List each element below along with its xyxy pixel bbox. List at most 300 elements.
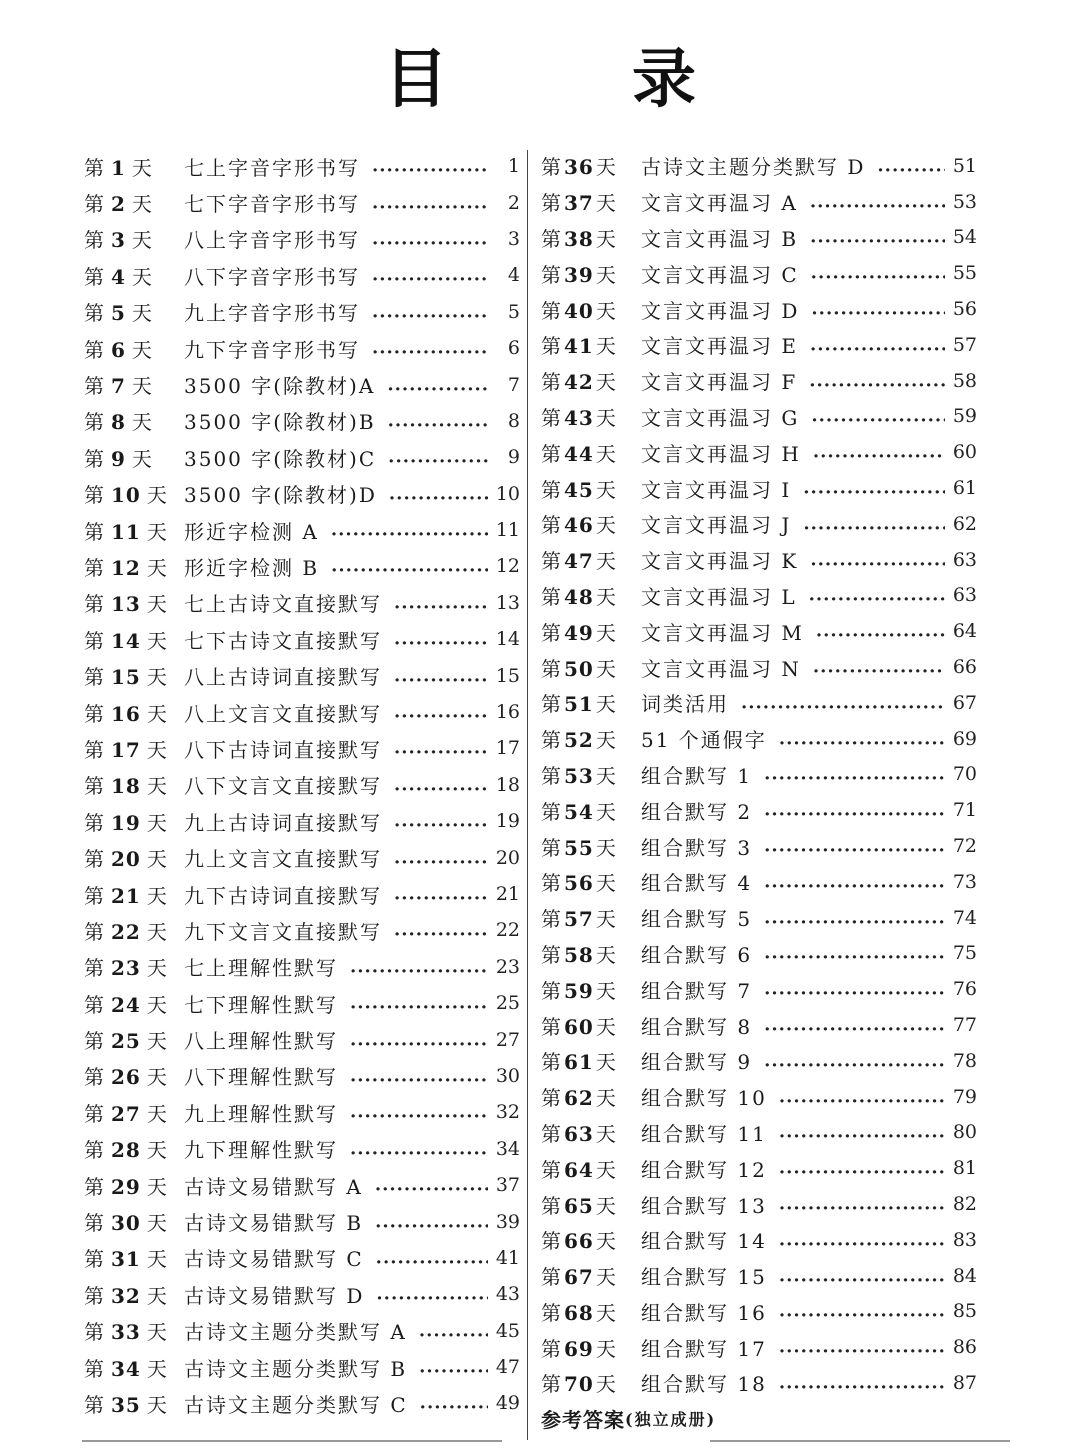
toc-entry[interactable]	[84, 184, 520, 220]
toc-entry-title: 七上字音字形书写	[184, 155, 360, 180]
toc-entry-title: 九下字音字形书写	[184, 337, 360, 362]
toc-entry[interactable]	[541, 1222, 977, 1258]
toc-entry[interactable]	[541, 828, 977, 864]
toc-entry[interactable]	[541, 649, 977, 685]
toc-entry-leader-dots	[764, 909, 945, 929]
toc-entry-title: 八上古诗词直接默写	[184, 665, 382, 690]
toc-entry-page-number: 70	[952, 763, 977, 786]
toc-entry[interactable]	[541, 1186, 977, 1222]
toc-entry-title: 文言文再温习 F	[641, 370, 798, 395]
toc-entry-title: 九下古诗词直接默写	[184, 883, 382, 908]
toc-entry-leader-dots	[394, 739, 488, 759]
toc-entry[interactable]	[84, 257, 520, 293]
toc-entry[interactable]	[541, 255, 977, 291]
toc-entry-leader-dots	[809, 372, 945, 392]
toc-entry-day: 第 11 天	[84, 519, 168, 544]
toc-entry-day: 第 62 天	[541, 1086, 617, 1111]
toc-entry-page-number: 19	[495, 810, 520, 833]
toc-entry[interactable]	[541, 792, 977, 828]
toc-entry[interactable]	[84, 621, 520, 657]
toc-entry-leader-dots	[394, 667, 488, 687]
toc-entry-title: 文言文再温习 I	[641, 477, 792, 502]
toc-entry[interactable]	[84, 803, 520, 839]
toc-entry-title: 形近字检测 A	[184, 519, 319, 544]
toc-entry-page-number: 75	[952, 942, 977, 965]
toc-entry-title: 七上理解性默写	[184, 956, 338, 981]
answer-key-label: 参考答案	[541, 1408, 625, 1433]
toc-entry[interactable]	[541, 506, 977, 542]
toc-entry[interactable]	[84, 839, 520, 875]
toc-entry[interactable]	[541, 434, 977, 470]
toc-entry-page-number: 63	[952, 548, 977, 571]
toc-entry-leader-dots	[331, 557, 488, 577]
toc-entry-day: 第 69 天	[541, 1336, 617, 1361]
toc-entry-page-number: 61	[952, 477, 977, 500]
toc-entry-day: 第 21 天	[84, 883, 168, 908]
toc-entry-page-number: 32	[495, 1101, 520, 1124]
toc-entry-page-number: 1	[507, 155, 520, 178]
toc-entry[interactable]	[84, 1313, 520, 1349]
toc-entry-page-number: 25	[495, 992, 520, 1015]
toc-entry[interactable]	[541, 1365, 977, 1401]
toc-entry[interactable]	[541, 363, 977, 399]
toc-entry-leader-dots	[372, 266, 488, 286]
toc-entry-title: 古诗文主题分类默写 A	[184, 1320, 407, 1345]
toc-entry-day: 第 54 天	[541, 799, 617, 824]
toc-entry-day: 第 2 天	[84, 192, 153, 217]
toc-entry-day: 第 13 天	[84, 592, 168, 617]
toc-entry-leader-dots	[350, 1103, 488, 1123]
toc-entry[interactable]	[541, 327, 977, 363]
toc-entry[interactable]	[84, 1058, 520, 1094]
toc-entry-page-number: 83	[952, 1228, 977, 1251]
toc-entry-leader-dots	[764, 1052, 945, 1072]
toc-entry-day: 第 19 天	[84, 810, 168, 835]
toc-entry-title: 古诗文主题分类默写 D	[641, 155, 866, 180]
toc-entry-day: 第 22 天	[84, 919, 168, 944]
toc-entry[interactable]	[541, 1079, 977, 1115]
toc-entry-day: 第 37 天	[541, 191, 617, 216]
toc-entry-page-number: 85	[952, 1300, 977, 1323]
toc-entry-day: 第 57 天	[541, 907, 617, 932]
toc-entry-day: 第 63 天	[541, 1121, 617, 1146]
toc-entry-title: 古诗文易错默写 B	[184, 1211, 364, 1236]
toc-entry-leader-dots	[376, 1249, 488, 1269]
toc-entry-title: 文言文再温习 J	[641, 513, 792, 538]
toc-entry[interactable]	[541, 542, 977, 578]
toc-entry-title: 八上理解性默写	[184, 1029, 338, 1054]
toc-entry-day: 第 7 天	[84, 374, 153, 399]
toc-entry-day: 第 50 天	[541, 656, 617, 681]
toc-entry[interactable]	[84, 330, 520, 366]
toc-entry[interactable]	[84, 1021, 520, 1057]
toc-entry-title: 七下古诗文直接默写	[184, 628, 382, 653]
toc-entry-title: 文言文再温习 K	[641, 549, 799, 574]
toc-entry-day: 第 31 天	[84, 1247, 168, 1272]
toc-entry-title: 七下理解性默写	[184, 992, 338, 1017]
toc-entry-title: 文言文再温习 A	[641, 191, 798, 216]
toc-entry-page-number: 58	[952, 369, 977, 392]
toc-entry-page-number: 15	[495, 664, 520, 687]
toc-entry[interactable]	[541, 1294, 977, 1330]
toc-entry-day: 第 43 天	[541, 405, 617, 430]
toc-entry-page-number: 3	[507, 227, 520, 250]
toc-entry-page-number: 4	[507, 264, 520, 287]
toc-entry-day: 第 40 天	[541, 298, 617, 323]
toc-entry-page-number: 62	[952, 512, 977, 535]
toc-entry-page-number: 30	[495, 1064, 520, 1087]
page-title: 目 录	[384, 42, 756, 117]
toc-entry[interactable]	[84, 985, 520, 1021]
toc-entry-leader-dots	[389, 485, 488, 505]
toc-entry-leader-dots	[372, 157, 488, 177]
toc-entry-day: 第 23 天	[84, 956, 168, 981]
toc-entry-leader-dots	[376, 1285, 487, 1305]
toc-entry-page-number: 45	[495, 1319, 520, 1342]
toc-entry[interactable]	[541, 148, 977, 184]
toc-entry-day: 第 58 天	[541, 942, 617, 967]
toc-entry-page-number: 76	[952, 978, 977, 1001]
toc-entry-leader-dots	[877, 157, 944, 177]
toc-entry-title: 组合默写 13	[641, 1193, 767, 1218]
toc-entry-title: 八下文言文直接默写	[184, 774, 382, 799]
toc-entry-page-number: 47	[495, 1356, 520, 1379]
toc-entry[interactable]	[84, 403, 520, 439]
toc-entry-day: 第 27 天	[84, 1101, 168, 1126]
toc-entry-title: 组合默写 5	[641, 907, 753, 932]
toc-entry-day: 第 18 天	[84, 774, 168, 799]
toc-entry-leader-dots	[811, 264, 945, 284]
toc-entry-title: 古诗文易错默写 A	[184, 1174, 363, 1199]
toc-entry-leader-dots	[394, 885, 488, 905]
toc-entry-page-number: 73	[952, 870, 977, 893]
toc-entry-leader-dots	[372, 194, 488, 214]
toc-entry-page-number: 66	[952, 656, 977, 679]
toc-entry-title: 组合默写 18	[641, 1372, 767, 1397]
toc-entry-title: 九上字音字形书写	[184, 301, 360, 326]
toc-entry-title: 3500 字(除教材)A	[184, 374, 376, 399]
toc-entry-leader-dots	[375, 1176, 488, 1196]
toc-entry-day: 第 55 天	[541, 835, 617, 860]
toc-entry-leader-dots	[803, 479, 945, 499]
toc-entry-leader-dots	[372, 303, 488, 323]
toc-entry-leader-dots	[764, 944, 945, 964]
toc-entry-leader-dots	[394, 630, 488, 650]
toc-entry[interactable]	[84, 585, 520, 621]
toc-entry[interactable]	[84, 1167, 520, 1203]
toc-entry-leader-dots	[388, 448, 488, 468]
toc-entry[interactable]	[541, 721, 977, 757]
toc-entry[interactable]	[84, 1276, 520, 1312]
toc-entry[interactable]	[84, 221, 520, 257]
toc-entry[interactable]	[541, 757, 977, 793]
toc-entry[interactable]	[84, 1203, 520, 1239]
toc-entry-day: 第 10 天	[84, 483, 168, 508]
toc-entry-page-number: 10	[495, 482, 520, 505]
toc-entry-leader-dots	[779, 1159, 945, 1179]
toc-entry-page-number: 41	[495, 1246, 520, 1269]
toc-entry-leader-dots	[764, 801, 945, 821]
toc-entry[interactable]	[84, 767, 520, 803]
toc-entry-page-number: 56	[952, 298, 977, 321]
toc-right-column	[541, 148, 977, 1437]
toc-entry-title: 组合默写 7	[641, 978, 753, 1003]
toc-entry-leader-dots	[813, 443, 945, 463]
toc-entry[interactable]	[84, 949, 520, 985]
toc-entry-page-number: 22	[495, 919, 520, 942]
toc-entry-page-number: 87	[952, 1371, 977, 1394]
toc-entry-day: 第 26 天	[84, 1065, 168, 1090]
toc-entry-title: 古诗文主题分类默写 C	[184, 1392, 408, 1417]
toc-entry-title: 九下文言文直接默写	[184, 919, 382, 944]
toc-entry-page-number: 21	[495, 883, 520, 905]
toc-entry-page-number: 13	[495, 591, 520, 614]
toc-entry-day: 第 8 天	[84, 410, 153, 435]
toc-entry-title: 组合默写 11	[641, 1121, 767, 1146]
bottom-rule-right	[710, 1440, 1010, 1442]
toc-entry-page-number: 69	[952, 727, 977, 750]
toc-entry[interactable]	[541, 1115, 977, 1151]
toc-entry[interactable]	[84, 1094, 520, 1130]
toc-entry-leader-dots	[394, 594, 488, 614]
toc-entry-page-number: 27	[495, 1028, 520, 1051]
toc-entry-page-number: 2	[507, 191, 520, 214]
toc-entry-title: 九上古诗词直接默写	[184, 810, 382, 835]
toc-entry-day: 第 49 天	[541, 620, 617, 645]
toc-entry-page-number: 54	[952, 226, 977, 249]
toc-entry-day: 第 44 天	[541, 441, 617, 466]
toc-entry-leader-dots	[803, 515, 944, 535]
toc-entry[interactable]	[84, 439, 520, 475]
toc-entry-title: 文言文再温习 M	[641, 620, 804, 645]
toc-entry-title: 3500 字(除教材)D	[184, 483, 377, 508]
toc-entry[interactable]	[84, 548, 520, 584]
toc-entry-leader-dots	[350, 994, 488, 1014]
toc-entry-page-number: 34	[495, 1137, 520, 1160]
toc-entry-title: 七下字音字形书写	[184, 192, 360, 217]
toc-entry-leader-dots	[331, 521, 488, 541]
toc-entry-title: 组合默写 3	[641, 835, 753, 860]
answer-key-note: (独立成册)	[625, 1410, 717, 1430]
bottom-rule-left	[82, 1440, 502, 1442]
toc-entry[interactable]	[84, 476, 520, 512]
toc-entry-title: 组合默写 15	[641, 1265, 767, 1290]
toc-entry-page-number: 53	[952, 190, 977, 213]
toc-entry-leader-dots	[764, 873, 945, 893]
toc-entry-title: 文言文再温习 B	[641, 226, 799, 251]
toc-entry-page-number: 81	[952, 1157, 977, 1180]
toc-entry[interactable]	[541, 470, 977, 506]
toc-entry-page-number: 63	[952, 584, 977, 607]
toc-entry-day: 第 65 天	[541, 1193, 617, 1218]
toc-entry[interactable]	[84, 876, 520, 912]
toc-entry-day: 第 3 天	[84, 228, 153, 253]
toc-entry-day: 第 47 天	[541, 549, 617, 574]
toc-entry-page-number: 71	[952, 799, 977, 822]
toc-entry-title: 八上文言文直接默写	[184, 701, 382, 726]
toc-entry-title: 51 个通假字	[641, 728, 767, 753]
toc-entry-day: 第 30 天	[84, 1211, 168, 1236]
toc-entry-leader-dots	[779, 1088, 945, 1108]
toc-entry-title: 古诗文易错默写 C	[184, 1247, 364, 1272]
toc-entry[interactable]	[541, 291, 977, 327]
toc-entry-day: 第 66 天	[541, 1229, 617, 1254]
toc-entry[interactable]	[541, 613, 977, 649]
toc-entry-page-number: 77	[952, 1014, 977, 1037]
toc-entry-page-number: 23	[495, 955, 520, 978]
toc-entry-leader-dots	[779, 1338, 945, 1358]
toc-entry[interactable]	[84, 1131, 520, 1167]
toc-entry-day: 第 32 天	[84, 1283, 168, 1308]
toc-entry-leader-dots	[350, 958, 488, 978]
toc-entry-day: 第 28 天	[84, 1138, 168, 1163]
toc-entry-leader-dots	[419, 1322, 488, 1342]
toc-entry-title: 文言文再温习 H	[641, 441, 801, 466]
toc-entry-page-number: 86	[952, 1336, 977, 1359]
toc-entry-title: 组合默写 6	[641, 942, 753, 967]
toc-entry[interactable]	[541, 685, 977, 721]
toc-entry-title: 组合默写 9	[641, 1050, 753, 1075]
toc-entry-leader-dots	[810, 228, 945, 248]
toc-entry-page-number: 20	[495, 846, 520, 869]
answer-key-entry[interactable]	[541, 1401, 977, 1437]
toc-entry-title: 九上文言文直接默写	[184, 847, 382, 872]
toc-entry-page-number: 84	[952, 1264, 977, 1287]
toc-entry-day: 第 68 天	[541, 1300, 617, 1325]
toc-entry[interactable]	[541, 184, 977, 220]
toc-entry-day: 第 67 天	[541, 1265, 617, 1290]
toc-entry[interactable]	[541, 1150, 977, 1186]
toc-entry-day: 第 51 天	[541, 692, 617, 717]
toc-entry[interactable]	[541, 1329, 977, 1365]
toc-entry[interactable]	[84, 694, 520, 730]
toc-entry-page-number: 39	[495, 1210, 520, 1233]
toc-entry[interactable]	[541, 971, 977, 1007]
toc-entry[interactable]	[541, 1007, 977, 1043]
toc-entry-leader-dots	[810, 336, 945, 356]
toc-entry-page-number: 6	[507, 337, 520, 360]
toc-entry-page-number: 60	[952, 441, 977, 464]
toc-entry-page-number: 72	[952, 835, 977, 858]
toc-entry[interactable]	[84, 1349, 520, 1385]
toc-entry-leader-dots	[350, 1067, 488, 1087]
toc-entry-day: 第 45 天	[541, 477, 617, 502]
toc-entry-leader-dots	[375, 1213, 488, 1233]
toc-entry[interactable]	[541, 936, 977, 972]
toc-entry-leader-dots	[764, 765, 945, 785]
toc-entry-page-number: 78	[952, 1049, 977, 1072]
toc-entry-day: 第 17 天	[84, 737, 168, 762]
toc-entry[interactable]	[84, 730, 520, 766]
toc-entry-page-number: 55	[952, 262, 977, 285]
toc-entry-page-number: 37	[495, 1174, 520, 1197]
toc-entry-page-number: 11	[495, 519, 520, 542]
toc-entry-page-number: 64	[952, 620, 977, 643]
toc-entry-day: 第 46 天	[541, 513, 617, 538]
toc-entry-title: 文言文再温习 G	[641, 405, 800, 430]
toc-entry-title: 九下理解性默写	[184, 1138, 338, 1163]
toc-entry-page-number: 67	[952, 691, 977, 714]
toc-entry-title: 八下古诗词直接默写	[184, 737, 382, 762]
toc-entry-leader-dots	[779, 1374, 945, 1394]
toc-entry-leader-dots	[809, 586, 945, 606]
toc-entry-day: 第 53 天	[541, 763, 617, 788]
toc-entry[interactable]	[541, 900, 977, 936]
toc-entry-leader-dots	[779, 1195, 945, 1215]
toc-entry-leader-dots	[350, 1031, 488, 1051]
toc-entry[interactable]	[84, 366, 520, 402]
toc-entry-leader-dots	[419, 1358, 488, 1378]
toc-entry-day: 第 42 天	[541, 370, 617, 395]
toc-entry-title: 文言文再温习 C	[641, 262, 799, 287]
toc-entry-page-number: 5	[507, 300, 520, 323]
toc-entry[interactable]	[541, 578, 977, 614]
toc-entry-day: 第 9 天	[84, 446, 153, 471]
toc-entry-day: 第 15 天	[84, 665, 168, 690]
toc-entry-title: 组合默写 14	[641, 1229, 767, 1254]
toc-entry-title: 古诗文主题分类默写 B	[184, 1356, 408, 1381]
toc-entry-page-number: 16	[495, 701, 520, 724]
toc-entry-title: 组合默写 17	[641, 1336, 767, 1361]
toc-entry-title: 九上理解性默写	[184, 1101, 338, 1126]
toc-entry[interactable]	[84, 657, 520, 693]
toc-entry[interactable]	[541, 220, 977, 256]
toc-entry[interactable]	[84, 148, 520, 184]
toc-entry[interactable]	[84, 294, 520, 330]
toc-entry-leader-dots	[394, 849, 488, 869]
toc-entry-page-number: 18	[495, 773, 520, 796]
toc-entry-day: 第 4 天	[84, 264, 153, 289]
toc-entry-leader-dots	[813, 658, 945, 678]
toc-entry-day: 第 48 天	[541, 584, 617, 609]
toc-entry-title: 形近字检测 B	[184, 555, 320, 580]
toc-left-column	[84, 148, 520, 1422]
toc-entry-leader-dots	[764, 980, 945, 1000]
toc-entry-leader-dots	[372, 230, 488, 250]
toc-entry-day: 第 64 天	[541, 1157, 617, 1182]
toc-entry-leader-dots	[388, 412, 488, 432]
toc-entry-day: 第 60 天	[541, 1014, 617, 1039]
toc-entry-title: 组合默写 8	[641, 1014, 753, 1039]
toc-entry[interactable]	[541, 1258, 977, 1294]
toc-entry-page-number: 8	[507, 409, 520, 432]
toc-entry-page-number: 12	[495, 555, 520, 578]
toc-entry[interactable]	[84, 1385, 520, 1421]
toc-entry-day: 第 34 天	[84, 1356, 168, 1381]
toc-entry-page-number: 49	[495, 1392, 520, 1415]
toc-entry-day: 第 16 天	[84, 701, 168, 726]
toc-entry[interactable]	[541, 864, 977, 900]
toc-entry-leader-dots	[387, 376, 488, 396]
toc-entry[interactable]	[84, 512, 520, 548]
toc-entry-day: 第 39 天	[541, 262, 617, 287]
toc-entry-leader-dots	[779, 1302, 945, 1322]
toc-entry-title: 文言文再温习 L	[641, 584, 797, 609]
toc-entry[interactable]	[84, 912, 520, 948]
toc-entry-day: 第 25 天	[84, 1029, 168, 1054]
toc-entry-day: 第 52 天	[541, 728, 617, 753]
toc-entry-title: 七上古诗文直接默写	[184, 592, 382, 617]
toc-entry-page-number: 9	[507, 446, 520, 469]
toc-entry-page-number: 74	[952, 906, 977, 929]
toc-entry-leader-dots	[811, 407, 944, 427]
toc-entry-day: 第 14 天	[84, 628, 168, 653]
toc-entry-day: 第 38 天	[541, 226, 617, 251]
toc-entry[interactable]	[541, 399, 977, 435]
toc-entry-page-number: 14	[495, 628, 520, 651]
toc-entry[interactable]	[84, 1240, 520, 1276]
toc-entry[interactable]	[541, 1043, 977, 1079]
